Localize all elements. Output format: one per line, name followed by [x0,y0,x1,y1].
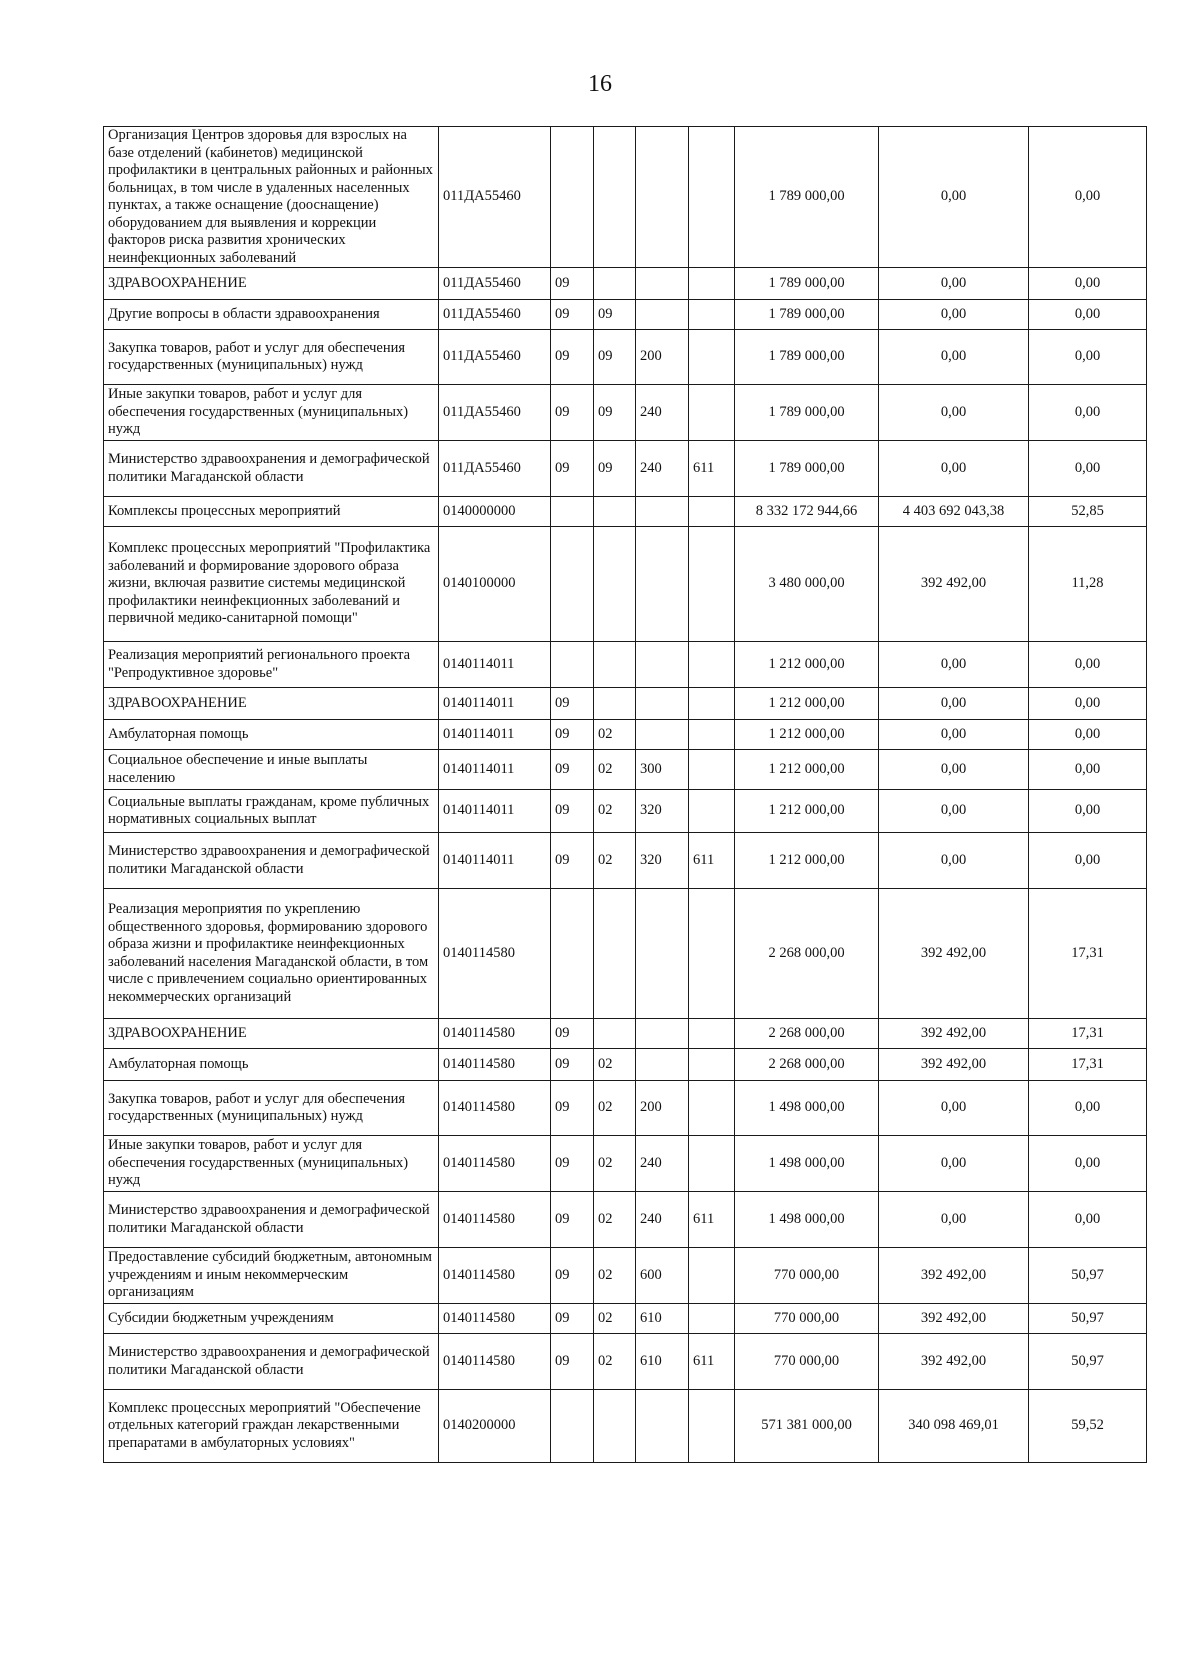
row-executed: 0,00 [879,688,1029,720]
row-executed: 0,00 [879,1192,1029,1248]
row-section: 09 [551,1049,594,1081]
row-section [551,1390,594,1463]
row-name: Другие вопросы в области здравоохранения [104,300,439,330]
row-subsection: 02 [594,833,636,889]
row-code: 0140114580 [439,1049,551,1081]
row-percent: 50,97 [1029,1334,1147,1390]
row-expense-type [636,642,689,688]
row-planned: 1 498 000,00 [735,1081,879,1136]
row-percent: 50,97 [1029,1248,1147,1304]
row-subsection: 02 [594,720,636,750]
row-admin-code: 611 [689,833,735,889]
row-expense-type: 240 [636,1136,689,1192]
row-planned: 1 789 000,00 [735,385,879,441]
table-row [104,497,1147,527]
row-name: Организация Центров здоровья для взрослых на базе отделений (кабинетов) медицинской профилактики в центральных районных и районных больницах, в том числе в удаленных населенных пунктах, а также оснащение (дооснащение) оборудованием для выявления и коррекции факторов риска развития хронических неинфекционных заболеваний [104,127,439,268]
row-code: 011ДА55460 [439,268,551,300]
row-section [551,642,594,688]
row-percent: 0,00 [1029,268,1147,300]
table-row [104,127,1147,268]
row-subsection: 02 [594,1081,636,1136]
table-row [104,268,1147,300]
row-expense-type: 240 [636,385,689,441]
row-planned: 1 789 000,00 [735,300,879,330]
row-section: 09 [551,330,594,385]
row-subsection [594,642,636,688]
row-section: 09 [551,833,594,889]
row-admin-code [689,127,735,268]
row-subsection [594,1019,636,1049]
row-name: Министерство здравоохранения и демографической политики Магаданской области [104,833,439,889]
row-code: 011ДА55460 [439,330,551,385]
row-expense-type [636,300,689,330]
row-percent: 0,00 [1029,833,1147,889]
row-subsection: 02 [594,1248,636,1304]
row-section: 09 [551,1334,594,1390]
row-expense-type: 320 [636,833,689,889]
budget-table [103,126,1147,1463]
row-code: 0140114580 [439,889,551,1019]
row-subsection: 02 [594,1334,636,1390]
row-executed: 0,00 [879,385,1029,441]
row-subsection [594,889,636,1019]
row-percent: 0,00 [1029,330,1147,385]
row-admin-code [689,1136,735,1192]
row-planned: 571 381 000,00 [735,1390,879,1463]
row-expense-type [636,1019,689,1049]
row-executed: 392 492,00 [879,1334,1029,1390]
row-subsection [594,527,636,642]
row-code: 0140114580 [439,1304,551,1334]
row-name: Министерство здравоохранения и демографической политики Магаданской области [104,1192,439,1248]
table-row [104,330,1147,385]
row-subsection: 02 [594,1049,636,1081]
row-subsection [594,268,636,300]
row-code: 011ДА55460 [439,441,551,497]
row-section: 09 [551,750,594,790]
row-percent: 0,00 [1029,750,1147,790]
row-planned: 1 212 000,00 [735,833,879,889]
row-subsection: 02 [594,790,636,833]
table-row [104,688,1147,720]
table-row [104,527,1147,642]
row-name: Министерство здравоохранения и демографической политики Магаданской области [104,1334,439,1390]
row-code: 0140114011 [439,833,551,889]
row-expense-type: 320 [636,790,689,833]
row-section: 09 [551,1304,594,1334]
row-planned: 770 000,00 [735,1334,879,1390]
row-code: 0140114011 [439,688,551,720]
row-executed: 392 492,00 [879,1019,1029,1049]
row-percent: 0,00 [1029,1081,1147,1136]
row-executed: 0,00 [879,268,1029,300]
row-code: 0140114580 [439,1248,551,1304]
table-row [104,385,1147,441]
row-planned: 1 789 000,00 [735,268,879,300]
row-planned: 770 000,00 [735,1248,879,1304]
row-planned: 770 000,00 [735,1304,879,1334]
row-executed: 0,00 [879,642,1029,688]
page-number: 16 [588,71,612,97]
row-executed: 0,00 [879,441,1029,497]
row-planned: 1 212 000,00 [735,750,879,790]
table-row [104,1304,1147,1334]
row-name: ЗДРАВООХРАНЕНИЕ [104,688,439,720]
row-expense-type [636,720,689,750]
row-percent: 17,31 [1029,889,1147,1019]
row-executed: 392 492,00 [879,1049,1029,1081]
row-section: 09 [551,1192,594,1248]
row-code: 0140100000 [439,527,551,642]
row-section: 09 [551,790,594,833]
row-planned: 8 332 172 944,66 [735,497,879,527]
row-executed: 392 492,00 [879,889,1029,1019]
row-executed: 392 492,00 [879,1248,1029,1304]
row-planned: 1 212 000,00 [735,688,879,720]
row-executed: 0,00 [879,790,1029,833]
row-percent: 0,00 [1029,688,1147,720]
row-subsection: 09 [594,441,636,497]
row-executed: 0,00 [879,750,1029,790]
row-section [551,497,594,527]
row-planned: 1 212 000,00 [735,720,879,750]
row-planned: 1 789 000,00 [735,441,879,497]
table-row [104,1248,1147,1304]
row-admin-code [689,268,735,300]
row-subsection [594,1390,636,1463]
row-subsection [594,688,636,720]
row-section: 09 [551,720,594,750]
row-code: 0140114580 [439,1019,551,1049]
row-section: 09 [551,300,594,330]
row-subsection: 02 [594,1136,636,1192]
row-executed: 392 492,00 [879,1304,1029,1334]
row-name: Амбулаторная помощь [104,720,439,750]
row-admin-code [689,688,735,720]
row-admin-code [689,1248,735,1304]
row-subsection: 02 [594,1192,636,1248]
row-section [551,889,594,1019]
row-expense-type [636,1390,689,1463]
row-expense-type [636,268,689,300]
table-row [104,720,1147,750]
row-admin-code [689,720,735,750]
row-expense-type: 200 [636,1081,689,1136]
row-executed: 340 098 469,01 [879,1390,1029,1463]
row-admin-code [689,889,735,1019]
table-body [104,127,1147,1463]
row-planned: 1 789 000,00 [735,330,879,385]
row-executed: 0,00 [879,1136,1029,1192]
row-expense-type: 300 [636,750,689,790]
row-name: Субсидии бюджетным учреждениям [104,1304,439,1334]
row-name: Министерство здравоохранения и демографической политики Магаданской области [104,441,439,497]
row-code: 0140114580 [439,1081,551,1136]
row-expense-type: 240 [636,1192,689,1248]
row-subsection: 09 [594,385,636,441]
row-executed: 0,00 [879,833,1029,889]
row-percent: 0,00 [1029,441,1147,497]
row-name: Иные закупки товаров, работ и услуг для обеспечения государственных (муниципальных) нужд [104,385,439,441]
row-executed: 4 403 692 043,38 [879,497,1029,527]
row-subsection: 02 [594,750,636,790]
row-percent: 0,00 [1029,1192,1147,1248]
row-executed: 0,00 [879,330,1029,385]
table-row [104,1049,1147,1081]
row-percent: 0,00 [1029,385,1147,441]
row-name: Иные закупки товаров, работ и услуг для обеспечения государственных (муниципальных) нужд [104,1136,439,1192]
row-planned: 2 268 000,00 [735,1019,879,1049]
row-executed: 0,00 [879,720,1029,750]
row-section: 09 [551,1248,594,1304]
row-expense-type [636,497,689,527]
row-code: 0140114011 [439,720,551,750]
row-admin-code [689,790,735,833]
row-code: 0140114011 [439,750,551,790]
row-name: ЗДРАВООХРАНЕНИЕ [104,268,439,300]
row-percent: 50,97 [1029,1304,1147,1334]
row-admin-code [689,1019,735,1049]
table-row [104,1136,1147,1192]
row-admin-code: 611 [689,1334,735,1390]
table-row [104,300,1147,330]
row-expense-type [636,1049,689,1081]
row-planned: 1 498 000,00 [735,1136,879,1192]
row-percent: 17,31 [1029,1049,1147,1081]
row-code: 0140114580 [439,1136,551,1192]
row-expense-type: 610 [636,1304,689,1334]
row-name: ЗДРАВООХРАНЕНИЕ [104,1019,439,1049]
row-executed: 392 492,00 [879,527,1029,642]
table-row [104,750,1147,790]
row-admin-code: 611 [689,1192,735,1248]
row-name: Предоставление субсидий бюджетным, автономным учреждениям и иным некоммерческим организациям [104,1248,439,1304]
row-executed: 0,00 [879,300,1029,330]
row-percent: 52,85 [1029,497,1147,527]
row-planned: 1 498 000,00 [735,1192,879,1248]
table-row [104,1334,1147,1390]
row-code: 0140000000 [439,497,551,527]
row-planned: 1 212 000,00 [735,642,879,688]
row-section: 09 [551,1081,594,1136]
table-row [104,1081,1147,1136]
table-row [104,790,1147,833]
row-section [551,527,594,642]
row-name: Комплекс процессных мероприятий "Профилактика заболеваний и формирование здорового образа жизни, включая развитие системы медицинской профилактики неинфекционных заболеваний и первичной медико-санитарной помощи" [104,527,439,642]
row-admin-code [689,1390,735,1463]
row-name: Реализация мероприятия по укреплению общественного здоровья, формированию здорового образа жизни и профилактике неинфекционных заболеваний населения Магаданской области, в том числе с привлечением социально ориентированных некоммерческих организаций [104,889,439,1019]
row-section: 09 [551,268,594,300]
row-expense-type: 240 [636,441,689,497]
row-section [551,127,594,268]
row-expense-type [636,688,689,720]
row-name: Закупка товаров, работ и услуг для обеспечения государственных (муниципальных) нужд [104,1081,439,1136]
table-row [104,642,1147,688]
row-section: 09 [551,441,594,497]
row-percent: 0,00 [1029,127,1147,268]
row-code: 0140114011 [439,642,551,688]
row-admin-code [689,1081,735,1136]
row-code: 0140200000 [439,1390,551,1463]
row-percent: 11,28 [1029,527,1147,642]
row-name: Социальное обеспечение и иные выплаты населению [104,750,439,790]
row-planned: 2 268 000,00 [735,889,879,1019]
table-row [104,1192,1147,1248]
row-executed: 0,00 [879,1081,1029,1136]
row-admin-code [689,300,735,330]
row-admin-code [689,1049,735,1081]
row-executed: 0,00 [879,127,1029,268]
row-expense-type [636,889,689,1019]
row-admin-code: 611 [689,441,735,497]
row-percent: 0,00 [1029,1136,1147,1192]
table-row [104,1390,1147,1463]
row-percent: 0,00 [1029,790,1147,833]
row-expense-type: 200 [636,330,689,385]
row-name: Комплекс процессных мероприятий "Обеспечение отдельных категорий граждан лекарственными препаратами в амбулаторных условиях" [104,1390,439,1463]
row-planned: 1 212 000,00 [735,790,879,833]
row-section: 09 [551,1136,594,1192]
row-planned: 3 480 000,00 [735,527,879,642]
row-section: 09 [551,688,594,720]
row-name: Амбулаторная помощь [104,1049,439,1081]
row-subsection: 02 [594,1304,636,1334]
row-admin-code [689,527,735,642]
row-expense-type: 610 [636,1334,689,1390]
row-code: 0140114011 [439,790,551,833]
row-code: 0140114580 [439,1334,551,1390]
row-subsection [594,497,636,527]
row-name: Реализация мероприятий регионального проекта "Репродуктивное здоровье" [104,642,439,688]
row-subsection: 09 [594,300,636,330]
row-name: Социальные выплаты гражданам, кроме публичных нормативных социальных выплат [104,790,439,833]
table-row [104,441,1147,497]
row-planned: 2 268 000,00 [735,1049,879,1081]
row-admin-code [689,497,735,527]
row-name: Комплексы процессных мероприятий [104,497,439,527]
row-planned: 1 789 000,00 [735,127,879,268]
row-admin-code [689,330,735,385]
row-percent: 0,00 [1029,300,1147,330]
row-name: Закупка товаров, работ и услуг для обеспечения государственных (муниципальных) нужд [104,330,439,385]
row-percent: 0,00 [1029,642,1147,688]
row-subsection: 09 [594,330,636,385]
row-section: 09 [551,385,594,441]
row-percent: 59,52 [1029,1390,1147,1463]
row-expense-type: 600 [636,1248,689,1304]
row-code: 011ДА55460 [439,385,551,441]
table-row [104,1019,1147,1049]
row-expense-type [636,527,689,642]
row-admin-code [689,750,735,790]
table-row [104,833,1147,889]
row-admin-code [689,385,735,441]
row-code: 0140114580 [439,1192,551,1248]
row-code: 011ДА55460 [439,300,551,330]
row-admin-code [689,1304,735,1334]
row-section: 09 [551,1019,594,1049]
row-code: 011ДА55460 [439,127,551,268]
table-row [104,889,1147,1019]
row-expense-type [636,127,689,268]
row-percent: 0,00 [1029,720,1147,750]
row-subsection [594,127,636,268]
row-percent: 17,31 [1029,1019,1147,1049]
row-admin-code [689,642,735,688]
